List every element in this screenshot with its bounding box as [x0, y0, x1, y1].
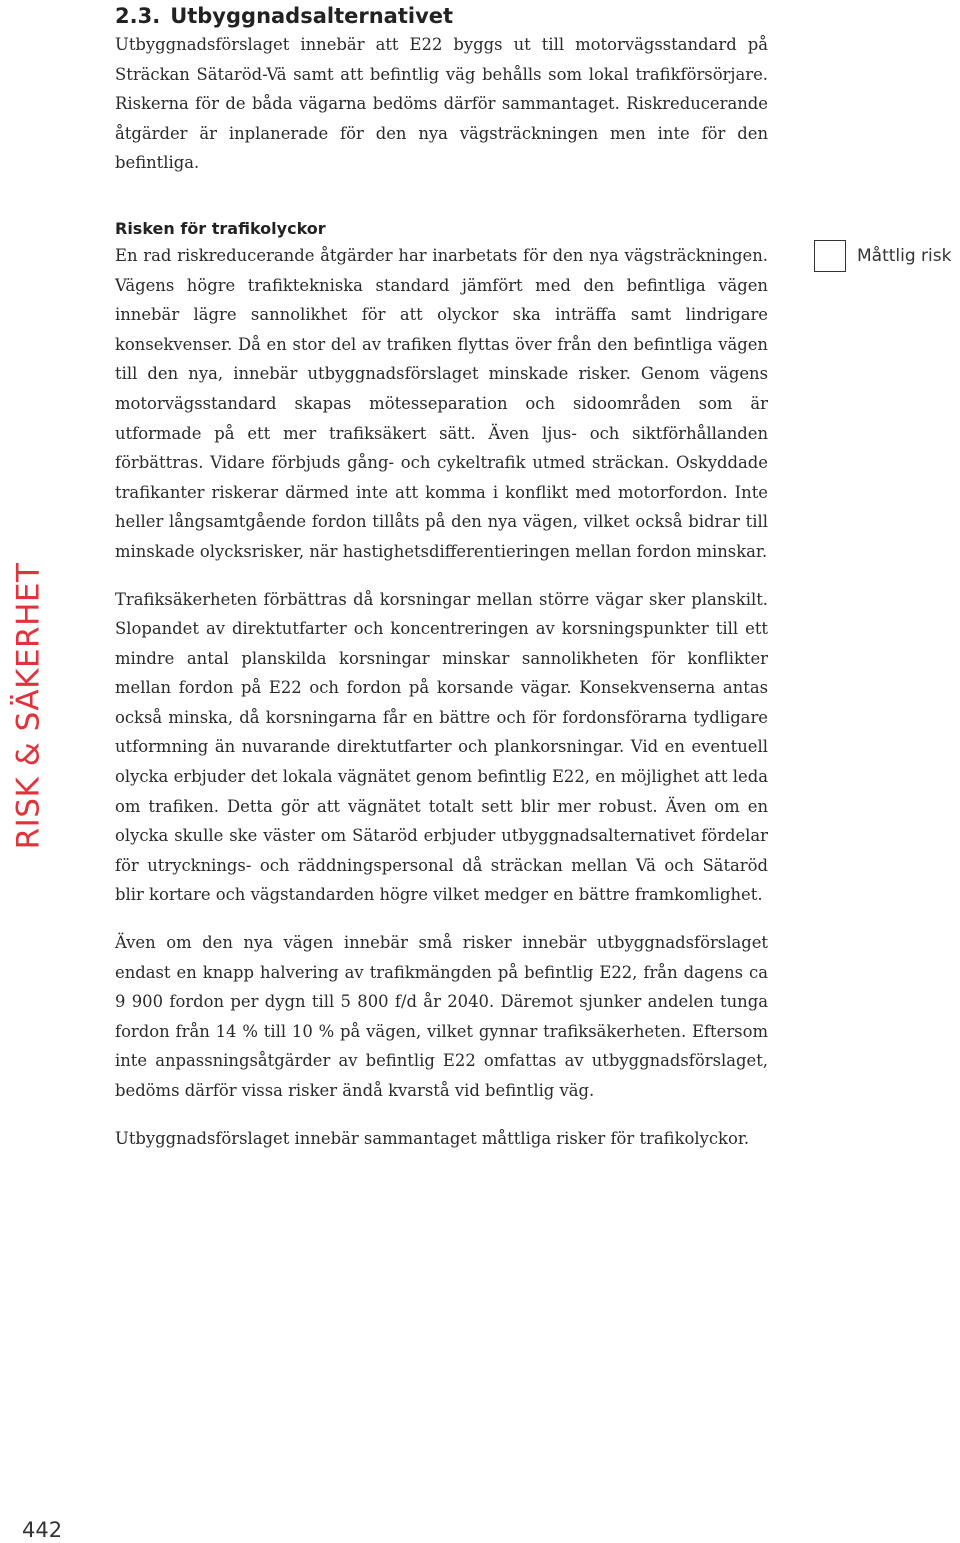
side-section-title	[8, 560, 48, 852]
intro-paragraph: Utbyggnadsförslaget innebär att E22 byggs ut till motorvägsstandard på Sträckan Sätaröd-Vä samt att befintlig väg behålls som lokal trafikförsörjare. Riskerna för de båda vägarna bedöms därför sammantaget. Riskreducerande åtgärder är inplanerade för den nya vägsträckningen men inte för den befintliga.	[115, 35, 768, 173]
risk-level-badge	[814, 240, 951, 272]
body-paragraph-2: Trafiksäkerheten förbättras då korsningar mellan större vägar sker planskilt. Slopandet av direktutfarter och koncentreringen av korsningspunkter till ett mindre antal planskilda korsningar minskar sannolikheten för konflikter mellan fordon på E22 och fordon på korsande vägar. Konsekvenserna antas också minska, då korsningarna får en bättre och för fordonsförarna tydligare utformning än nuvarande direktutfarter och plankorsningar. Vid en eventuell olycka erbjuder det lokala vägnätet genom befintlig E22, en möjlighet att leda om trafiken. Detta gör att vägnätet totalt sett blir mer robust. Även om en olycka skulle ske väster om Sätaröd erbjuder utbyggnadsalternativet fördelar för utrycknings- och räddningspersonal då sträckan mellan Vä och Sätaröd blir kortare och vägstandarden högre vilket medger en bättre framkomlighet.	[115, 589, 768, 905]
risk-level-label: Måttlig risk	[857, 246, 952, 266]
body-paragraph-3: Även om den nya vägen innebär små risker innebär utbyggnadsförslaget endast en knapp halvering av trafikmängden på befintlig E22, från dagens ca 9 900 fordon per dygn till 5 800 f/d år 2040. Däremot sjunker andelen tunga fordon från 14 % till 10 % på vägen, vilket gynnar trafiksäkerheten. Eftersom inte anpassningsåtgärder av befintlig E22 omfattas av utbyggnadsförslaget, bedöms därför vissa risker ändå kvarstå vid befintlig väg.	[115, 933, 768, 1100]
section-number: 2.3.	[115, 4, 161, 28]
subsection-title: Risken för trafikolyckor	[115, 218, 326, 238]
main-text-column	[115, 30, 768, 1153]
risk-level-checkbox	[814, 240, 846, 272]
section-title: Utbyggnadsalternativet	[170, 4, 454, 28]
side-section-title-text: RISK & SÄKERHET	[10, 562, 47, 850]
body-paragraph-1: En rad riskreducerande åtgärder har inarbetats för den nya vägsträckningen. Vägens högre trafiktekniska standard jämfört med den befintliga vägen innebär lägre sannolikhet för att olyckor ska inträffa samt lindrigare konsekvenser. Då en stor del av trafiken flyttas över från den befintliga vägen till den nya, innebär utbyggnadsförslaget minskade risker. Genom vägens motorvägsstandard skapas mötesseparation och sidoområden som är utformade på ett mer trafiksäkert sätt. Även ljus- och siktförhållanden förbättras. Vidare förbjuds gång- och cykeltrafik utmed sträckan. Oskyddade trafikanter riskerar därmed inte att komma i konflikt med motorfordon. Inte heller långsamtgående fordon tillåts på den nya vägen, vilket också bidrar till minskade olycksrisker, när hastighetsdifferentieringen mellan fordon minskar.	[115, 245, 768, 561]
section-heading	[115, 2, 453, 30]
body-paragraph-4: Utbyggnadsförslaget innebär sammantaget måttliga risker för trafikolyckor.	[115, 1128, 750, 1148]
page-number: 442	[22, 1518, 63, 1542]
